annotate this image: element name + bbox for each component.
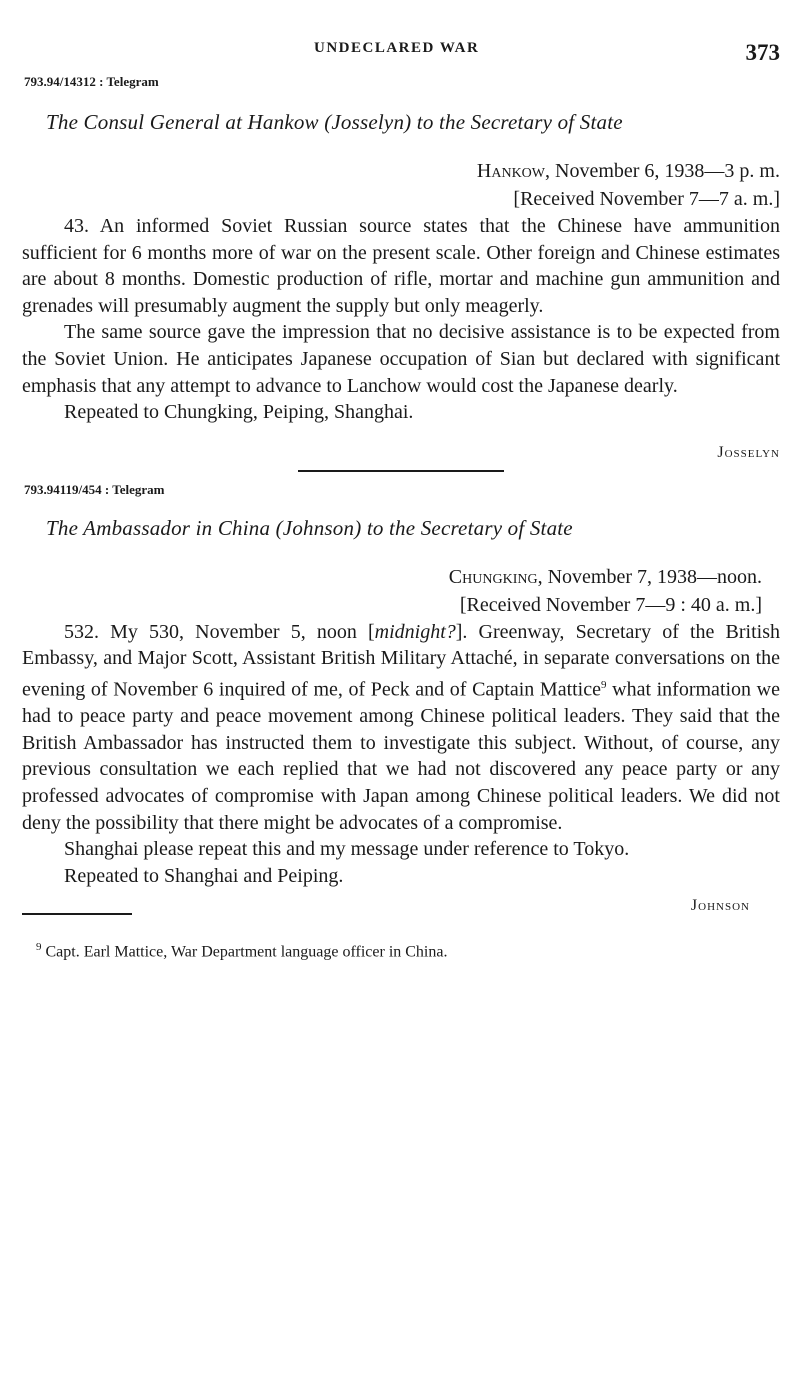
paragraph-text: 532. My 530, November 5, noon [: [64, 620, 375, 643]
dateline: [22, 157, 780, 213]
signature: Johnson: [690, 897, 750, 915]
paragraph: 43. An informed Soviet Russian source states that the Chinese have ammunition sufficient for 6 months more of war on the present scale. Other foreign and Chinese estimates are about 8 months. Domestic production of rifle, mortar and machine gun ammunition and grenades will presumably augment the supply but only meagerly.: [22, 215, 780, 317]
footnote-divider: [22, 913, 132, 915]
signature-row: [22, 897, 780, 937]
paragraph: Repeated to Shanghai and Peiping.: [64, 864, 344, 887]
footnote-marker: 9: [601, 678, 607, 691]
editorial-note: midnight?: [374, 620, 456, 643]
signature: Josselyn: [717, 443, 780, 461]
paragraph-text: ]. Greenway, Secretary of the British Embassy, and Major Scott, Assistant British Military Attaché, in separate conversations on the evening of November 6 inquired of me, of Peck and of Captain Mattice: [22, 620, 781, 701]
page-number: 373: [745, 40, 780, 65]
document-page: [22, 30, 780, 962]
dateline: [22, 563, 762, 619]
received-note: [Received November 7—7 a. m.]: [513, 188, 780, 210]
paragraph: Shanghai please repeat this and my message under reference to Tokyo.: [64, 838, 630, 861]
running-head: [22, 30, 780, 68]
received-note: [Received November 7—9 : 40 a. m.]: [459, 593, 762, 616]
file-reference: 793.94/14312 : Telegram: [24, 74, 159, 89]
telegram-section-2: [22, 482, 780, 938]
file-reference: 793.94119/454 : Telegram: [24, 481, 165, 497]
paragraph: Repeated to Chungking, Peiping, Shanghai.: [64, 401, 414, 424]
footnote-number: 9: [36, 941, 42, 954]
document-heading: The Consul General at Hankow (Josselyn) to the Secretary of State: [46, 110, 623, 134]
paragraph-text: what information we had to peace party and peace movement among Chinese political leaders. They said that the British Ambassador has instructed them to investigate this subject. Without, of course, any previous consultation we each replied that we had not discovered any peace party or any professed advocates of compromise with Japan among Chinese political leaders. We did not deny the possibility that there might be advocates of a compromise.: [22, 678, 780, 834]
telegram-section-1: [22, 74, 780, 462]
dateline-date: , November 6, 1938—3 p. m.: [545, 160, 780, 182]
running-title: UNDECLARED WAR: [314, 40, 480, 56]
dateline-date: , November 7, 1938—noon.: [537, 565, 762, 588]
paragraph: The same source gave the impression that no decisive assistance is to be expected from the Soviet Union. He anticipates Japanese occupation of Sian but declared with significant emphasis that any attempt to advance to Lanchow would cost the Japanese dearly.: [22, 321, 780, 397]
paragraph: [22, 619, 780, 836]
dateline-place: Hankow: [476, 160, 546, 182]
document-heading: The Ambassador in China (Johnson) to the Secretary of State: [46, 515, 573, 540]
footnote: [36, 941, 780, 961]
dateline-place: Chungking: [448, 565, 538, 588]
section-divider: [298, 470, 504, 472]
footnote-text: Capt. Earl Mattice, War Department language officer in China.: [41, 943, 448, 961]
